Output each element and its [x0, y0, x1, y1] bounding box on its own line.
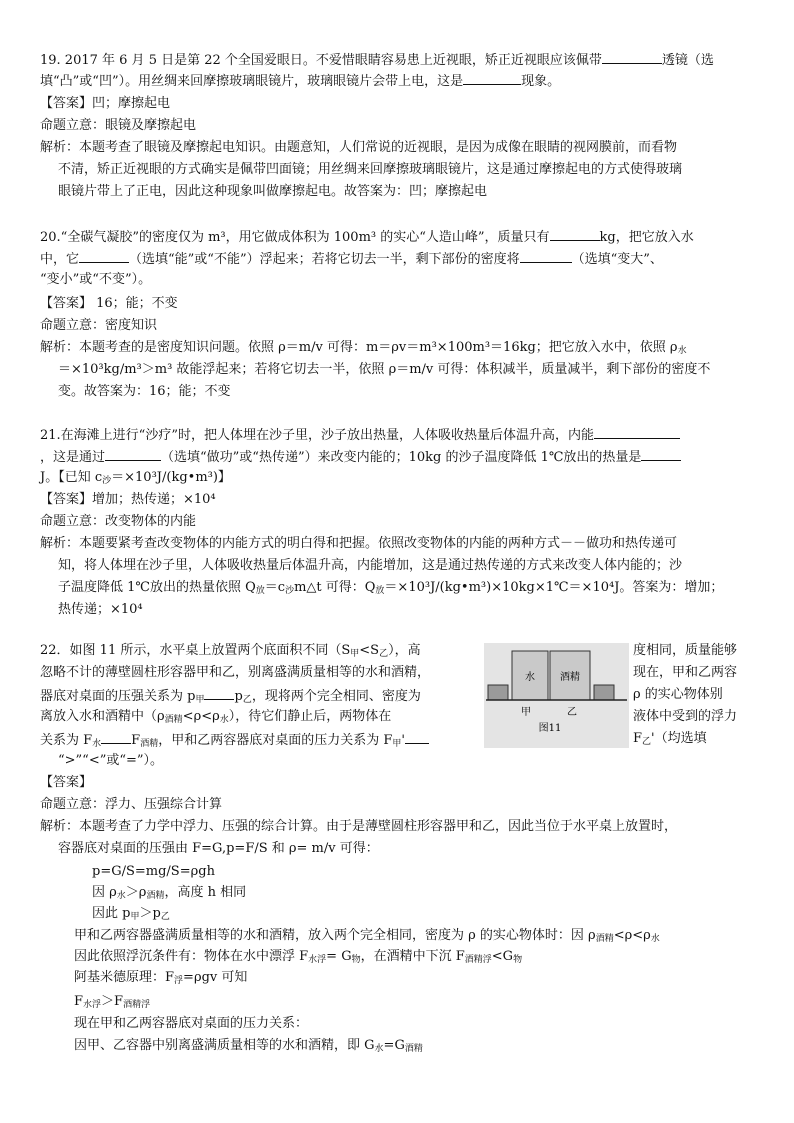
- q21-answer: 【答案】增加；热传递；×10⁴: [40, 492, 216, 507]
- q21-line-3: J。【已知 $c_沙=\times 10^3J/(kg•m^3)$】: [40, 470, 231, 486]
- q20-answer: 【答案】 16；能；不变: [40, 296, 178, 311]
- q19-analysis-1: 解析：本题考查了眼镜及摩擦起电知识。由题意知，人们常说的近视眼，是因为成像在眼睛的视网膜前，而看物: [40, 140, 678, 155]
- solid-block-right: [594, 685, 614, 700]
- answer-blank: [204, 685, 234, 700]
- q20-line-3: “变小”或“不变”）。: [40, 272, 152, 287]
- q22-line-3: 器底对桌面的压强关系为 $p_甲$ $p_乙$，现将两个完全相同、密度为: [40, 685, 421, 710]
- q22-line-6: “>”“<”或“=”）。: [58, 753, 164, 768]
- answer-blank: [602, 49, 662, 64]
- q22-formula-9: 因甲、乙容器中别离盛满质量相等的水和酒精，即 $G_水=G_{酒精}$: [74, 1038, 423, 1054]
- answer-blank: [105, 446, 161, 461]
- q20-line-2: 中，它 （选填“能”或“不能”）浮起来；若将它切去一半，剩下部份的密度将 （选填“变大”、: [40, 248, 663, 270]
- q22-line-1: 22．如图 11 所示，水平桌上放置两个底面积不同$(S_甲<S_乙)$，高: [40, 643, 421, 659]
- q22-formula-8: 现在甲和乙两容器底对桌面的压力关系：: [74, 1016, 309, 1031]
- q19-analysis-3: 眼镜片带上了正电，因此这种现象叫做摩擦起电。故答案为：凹；摩擦起电: [58, 184, 488, 199]
- q21-line-1: 21.在海滩上进行“沙疗”时，把人体埋在沙子里，沙子放出热量，人体吸收热量后体温升高，内能: [40, 424, 680, 446]
- answer-blank: [641, 446, 681, 461]
- q21-intent: 命题立意：改变物体的内能: [40, 514, 197, 529]
- yi-label: 乙: [567, 707, 577, 718]
- q22-line-1-right: 度相同，质量能够: [633, 643, 738, 658]
- q22-analysis-1: 解析：本题考查了力学中浮力、压强的综合计算。由于是薄壁圆柱形容器甲和乙，因此当位于水平桌上放置时，: [40, 819, 678, 834]
- q22-analysis-2: 容器底对桌面的压强由 F=G,p=F/S 和 ρ= m/v 可得：: [58, 841, 379, 856]
- q21-analysis-3: 子温度降低 1℃放出的热量依照 $Q_放=c_沙m\triangle t$ 可得：$Q_放=\times 10^3J/(kg•m^3)\times 10kg\times 1℃=\times 10^4J$。答案为：增加；: [58, 580, 724, 596]
- q20-intent: 命题立意：密度知识: [40, 318, 158, 333]
- q19-answer: 【答案】凹；摩擦起电: [40, 96, 171, 111]
- q22-line-3-right: ρ 的实心物体别: [633, 687, 723, 702]
- solid-block-left: [488, 685, 508, 700]
- q19-analysis-2: 不清，矫正近视眼的方式确实是佩带凹面镜；用丝绸来回摩擦玻璃眼镜片，这是通过摩擦起电的方式使得玻璃: [58, 162, 683, 177]
- q22-line-5-right: $F_乙'$（均选填: [633, 731, 707, 747]
- q22-line-2-right: 现在，甲和乙两容: [633, 665, 738, 680]
- q21-analysis-2: 知，将人体埋在沙子里，人体吸收热量后体温升高，内能增加，这是通过热传递的方式来改变人体内能的；沙: [58, 558, 683, 573]
- q20-line-1: 20.“全碳气凝胶”的密度仅为 m³，用它做成体积为 100m³ 的实心“人造山峰”，质量只有 kg，把它放入水: [40, 226, 694, 248]
- answer-blank: [101, 729, 131, 744]
- q20-analysis-3: 变。故答案为：16；能；不变: [58, 384, 231, 399]
- q22-formula-6: 阿基米德原理：$F_浮=\rho gv$ 可知: [74, 970, 248, 986]
- answer-blank: [405, 729, 429, 744]
- figure-caption: 图11: [538, 723, 562, 734]
- jia-label: 甲: [521, 707, 531, 718]
- q19-line-2: 填“凸”或“凹”）。用丝绸来回摩擦玻璃眼镜片，玻璃眼镜片会带上电，这是 现象。: [40, 70, 560, 92]
- answer-blank: [594, 424, 680, 439]
- q22-formula-4: 甲和乙两容器盛满质量相等的水和酒精，放入两个完全相同，密度为 ρ 的实心物体时：因 $\rho_{酒精}<\rho<\rho_水$: [74, 928, 660, 944]
- answer-blank: [79, 248, 129, 263]
- q22-intent: 命题立意：浮力、压强综合计算: [40, 797, 223, 812]
- q22-formula-3: 因此 $p_甲>p_乙$: [92, 906, 170, 922]
- q22-line-5: 关系为 $F_水$ $F_{酒精}$，甲和乙两容器底对桌面的压力关系为 $F_甲'$: [40, 729, 429, 754]
- q21-line-2: ，这是通过 （选填“做功”或“热传递”）来改变内能的；10kg 的沙子温度降低 1℃放出的热量是: [40, 446, 681, 468]
- answer-blank: [520, 248, 572, 263]
- q19-intent: 命题立意：眼镜及摩擦起电: [40, 118, 197, 133]
- q22-line-4: 离放入水和酒精中$(\rho_{酒精}<\rho<\rho_水)$，待它们静止后，两物体在: [40, 709, 392, 725]
- q19-line-1: 19. 2017 年 6 月 5 日是第 22 个全国爱眼日。不爱惜眼睛容易患上近视眼，矫正近视眼应该佩带 透镜（选: [40, 49, 714, 71]
- q21-analysis-4: 热传递；×10⁴: [58, 602, 143, 617]
- q22-formula-7: $F_{水浮}>F_{酒精浮}$: [74, 994, 151, 1010]
- q22-line-4-right: 液体中受到的浮力: [633, 709, 738, 724]
- figure-11-containers: [484, 643, 629, 748]
- answer-blank: [463, 70, 521, 85]
- alcohol-label: 酒精: [560, 672, 580, 683]
- answer-blank: [550, 226, 600, 241]
- q22-formula-5: 因此依照浮沉条件有：物体在水中漂浮 $F_{水浮}= G_物$，在酒精中下沉 $F_{酒精浮}<G_物$: [74, 949, 523, 965]
- q22-formula-1: p=G/S=mg/S=ρgh: [92, 864, 215, 879]
- q22-answer: 【答案】: [40, 775, 93, 790]
- q22-line-2: 忽略不计的薄壁圆柱形容器甲和乙，别离盛满质量相等的水和酒精，: [40, 665, 431, 680]
- water-label: 水: [525, 672, 535, 683]
- q20-analysis-2: ＝×10³kg/m³＞m³ 故能浮起来；若将它切去一半，依照 ρ＝m/v 可得：体积减半，质量减半，剩下部份的密度不: [58, 362, 711, 377]
- q22-formula-2: 因 $\rho_水>\rho_{酒精}$，高度 h 相同: [92, 885, 247, 901]
- q21-analysis-1: 解析：本题要紧考查改变物体的内能方式的明白得和把握。依照改变物体的内能的两种方式－－做功和热传递可: [40, 536, 678, 551]
- q20-analysis-1: 解析：本题考查的是密度知识问题。依照 ρ＝m/v 可得：m＝ρv＝m³×100m³＝16kg；把它放入水中，依照 $\rho_水$: [40, 340, 687, 356]
